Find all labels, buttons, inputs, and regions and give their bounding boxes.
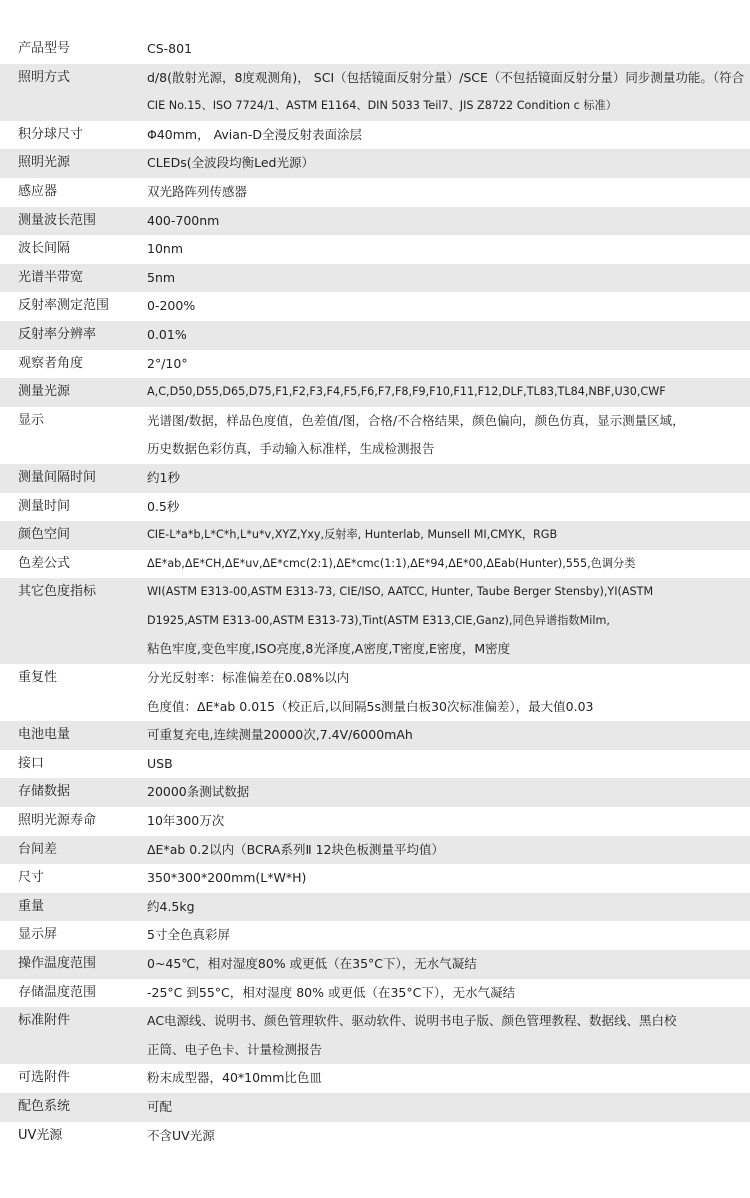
spec-value-line: 400-700nm <box>147 212 220 228</box>
spec-name: 操作温度范围 <box>18 956 97 971</box>
spec-value-line: 20000条测试数据 <box>147 784 250 800</box>
spec-name: 测量波长范围 <box>18 212 97 228</box>
spec-value-line: 0.5秒 <box>147 498 180 514</box>
spec-row <box>0 1122 750 1151</box>
spec-name: 电池电量 <box>18 727 71 743</box>
spec-name: 尺寸 <box>18 870 45 886</box>
spec-row <box>0 235 750 264</box>
spec-value-line: 5寸全色真彩屏 <box>147 927 230 943</box>
spec-row <box>0 836 750 865</box>
spec-values <box>130 778 750 807</box>
spec-value-line: 0-200% <box>147 298 196 314</box>
spec-row <box>0 893 750 922</box>
spec-value-line: 10nm <box>147 241 184 257</box>
spec-name: 测量光源 <box>18 384 71 400</box>
spec-value-line: A,C,D50,D55,D65,D75,F1,F2,F3,F4,F5,F6,F7,F8,F9,F10,F11,F12,DLF,TL83,TL84,NBF,U30,CWF <box>147 385 666 399</box>
spec-value-line: 正筒、电子色卡、计量检测报告 <box>147 1041 323 1057</box>
spec-values <box>130 493 750 522</box>
spec-row <box>0 178 750 207</box>
spec-values <box>130 864 750 893</box>
spec-values <box>130 378 750 407</box>
spec-row <box>0 950 750 979</box>
spec-row <box>0 750 750 779</box>
spec-values <box>130 264 750 293</box>
spec-values <box>130 1064 750 1093</box>
spec-name: 重量 <box>18 898 45 914</box>
spec-row <box>0 664 750 721</box>
spec-name: 台间差 <box>18 841 58 857</box>
spec-row <box>0 149 750 178</box>
spec-value-line: d/8(散射光源，8度观测角)， SCI（包括镜面反射分量）/SCE（不包括镜面反射分量）同步测量功能。（符合 <box>147 69 745 85</box>
spec-values <box>130 235 750 264</box>
spec-value-line: 约1秒 <box>147 469 180 485</box>
spec-value-line: 5nm <box>147 269 176 285</box>
spec-row <box>0 778 750 807</box>
spec-values <box>130 350 750 379</box>
spec-values <box>130 149 750 178</box>
spec-name: 标准附件 <box>18 1013 71 1029</box>
spec-value-line: WI(ASTM E313-00,ASTM E313-73, CIE/ISO, AATCC, Hunter, Taube Berger Stensby),YI(ASTM <box>147 585 654 599</box>
spec-name: 其它色度指标 <box>18 584 97 600</box>
spec-value-line: CIE No.15、ISO 7724/1、ASTM E1164、DIN 5033 Teil7、JIS Z8722 Condition c 标准） <box>147 99 617 113</box>
spec-row <box>0 378 750 407</box>
spec-values <box>130 664 750 721</box>
spec-value-line: 10年300万次 <box>147 813 225 829</box>
spec-name: 感应器 <box>18 183 58 199</box>
spec-name: 颜色空间 <box>18 527 71 543</box>
spec-row <box>0 521 750 550</box>
spec-value-line: D1925,ASTM E313-00,ASTM E313-73),Tint(ASTM E313,CIE,Ganz),同色异谱指数Milm, <box>147 613 610 627</box>
spec-value-line: -25°C 到55°C，相对湿度 80% 或更低（在35°C下），无水气凝结 <box>147 984 516 1000</box>
spec-value-line: 0~45℃，相对湿度80% 或更低（在35°C下），无水气凝结 <box>147 956 477 971</box>
spec-values <box>130 893 750 922</box>
spec-value-line: 约4.5kg <box>147 898 195 914</box>
spec-table <box>0 35 750 1150</box>
spec-values <box>130 464 750 493</box>
spec-value-line: 350*300*200mm(L*W*H) <box>147 870 307 886</box>
spec-name: 产品型号 <box>18 41 71 56</box>
spec-value-line: 可配 <box>147 1098 173 1114</box>
spec-row <box>0 121 750 150</box>
spec-values <box>130 721 750 750</box>
spec-row <box>0 1007 750 1064</box>
spec-value-line: 光谱图/数据，样品色度值，色差值/图，合格/不合格结果，颜色偏向，颜色仿真，显示测量区域， <box>147 412 685 428</box>
spec-values <box>130 550 750 579</box>
spec-value-line: 历史数据色彩仿真，手动输入标准样，生成检测报告 <box>147 441 435 457</box>
spec-name: 可选附件 <box>18 1070 71 1086</box>
spec-values <box>130 521 750 550</box>
spec-row <box>0 35 750 64</box>
spec-values <box>130 578 750 664</box>
spec-value-line: 可重复充电,连续测量20000次,7.4V/6000mAh <box>147 727 413 743</box>
spec-row <box>0 321 750 350</box>
spec-name: 显示屏 <box>18 927 58 943</box>
spec-value-line: 0.01% <box>147 326 187 342</box>
spec-name: 接口 <box>18 755 45 771</box>
spec-value-line: 2°/10° <box>147 355 188 371</box>
spec-name: 波长间隔 <box>18 241 71 257</box>
spec-row <box>0 578 750 664</box>
spec-name: 色差公式 <box>18 555 71 571</box>
spec-name: 反射率分辨率 <box>18 326 97 342</box>
spec-row <box>0 807 750 836</box>
spec-row <box>0 64 750 121</box>
spec-value-line: CIE-L*a*b,L*C*h,L*u*v,XYZ,Yxy,反射率, Hunterlab, Munsell MI,CMYK，RGB <box>147 528 558 542</box>
spec-name: 积分球尺寸 <box>18 126 84 142</box>
spec-value-line: Φ40mm， Avian-D全漫反射表面涂层 <box>147 126 362 142</box>
spec-row <box>0 1064 750 1093</box>
spec-row <box>0 264 750 293</box>
spec-values <box>130 121 750 150</box>
spec-value-line: 粉末成型器，40*10mm比色皿 <box>147 1070 322 1086</box>
spec-row <box>0 721 750 750</box>
spec-name: 照明光源 <box>18 155 71 171</box>
spec-values <box>130 64 750 121</box>
spec-values <box>130 921 750 950</box>
spec-name: 配色系统 <box>18 1098 71 1114</box>
spec-row <box>0 864 750 893</box>
spec-value-line: 不含UV光源 <box>147 1127 215 1143</box>
spec-value-line: AC电源线、说明书、颜色管理软件、驱动软件、说明书电子版、颜色管理教程、数据线、黑白校 <box>147 1013 677 1029</box>
spec-name: 重复性 <box>18 670 58 686</box>
spec-row <box>0 1093 750 1122</box>
spec-values <box>130 35 750 64</box>
spec-name: 反射率测定范围 <box>18 298 110 314</box>
spec-value-line: CS-801 <box>147 41 193 56</box>
spec-row <box>0 464 750 493</box>
spec-name: 测量间隔时间 <box>18 469 97 485</box>
spec-row <box>0 350 750 379</box>
spec-values <box>130 1093 750 1122</box>
spec-values <box>130 207 750 236</box>
spec-value-line: 双光路阵列传感器 <box>147 183 248 199</box>
spec-row <box>0 493 750 522</box>
spec-row <box>0 979 750 1008</box>
spec-value-line: CLEDs(全波段均衡Led光源） <box>147 155 314 171</box>
spec-name: 显示 <box>18 412 45 428</box>
spec-values <box>130 807 750 836</box>
spec-values <box>130 321 750 350</box>
spec-values <box>130 836 750 865</box>
spec-name: 照明光源寿命 <box>18 813 97 829</box>
spec-row <box>0 550 750 579</box>
spec-values <box>130 1122 750 1151</box>
spec-values <box>130 950 750 979</box>
spec-value-line: ΔE*ab 0.2以内（BCRA系列Ⅱ 12块色板测量平均值） <box>147 841 444 857</box>
spec-value-line: 色度值：ΔE*ab 0.015（校正后,以间隔5s测量白板30次标准偏差），最大值0.03 <box>147 698 594 714</box>
spec-values <box>130 979 750 1008</box>
spec-value-line: USB <box>147 755 173 771</box>
spec-values <box>130 1007 750 1064</box>
spec-name: UV光源 <box>18 1127 63 1143</box>
spec-name: 测量时间 <box>18 498 71 514</box>
spec-values <box>130 407 750 464</box>
spec-row <box>0 292 750 321</box>
spec-row <box>0 207 750 236</box>
spec-row <box>0 921 750 950</box>
spec-value-line: 分光反射率：标准偏差在0.08%以内 <box>147 670 350 686</box>
spec-value-line: ΔE*ab,ΔE*CH,ΔE*uv,ΔE*cmc(2:1),ΔE*cmc(1:1),ΔE*94,ΔE*00,ΔEab(Hunter),555,色调分类 <box>147 556 636 570</box>
spec-name: 光谱半带宽 <box>18 269 84 285</box>
spec-row <box>0 407 750 464</box>
spec-name: 存储数据 <box>18 784 71 800</box>
spec-name: 照明方式 <box>18 69 71 85</box>
spec-value-line: 粘色牢度,变色牢度,ISO亮度,8光泽度,A密度,T密度,E密度，M密度 <box>147 641 511 657</box>
spec-values <box>130 178 750 207</box>
spec-name: 存储温度范围 <box>18 984 97 1000</box>
spec-values <box>130 750 750 779</box>
spec-values <box>130 292 750 321</box>
spec-name: 观察者角度 <box>18 355 84 371</box>
